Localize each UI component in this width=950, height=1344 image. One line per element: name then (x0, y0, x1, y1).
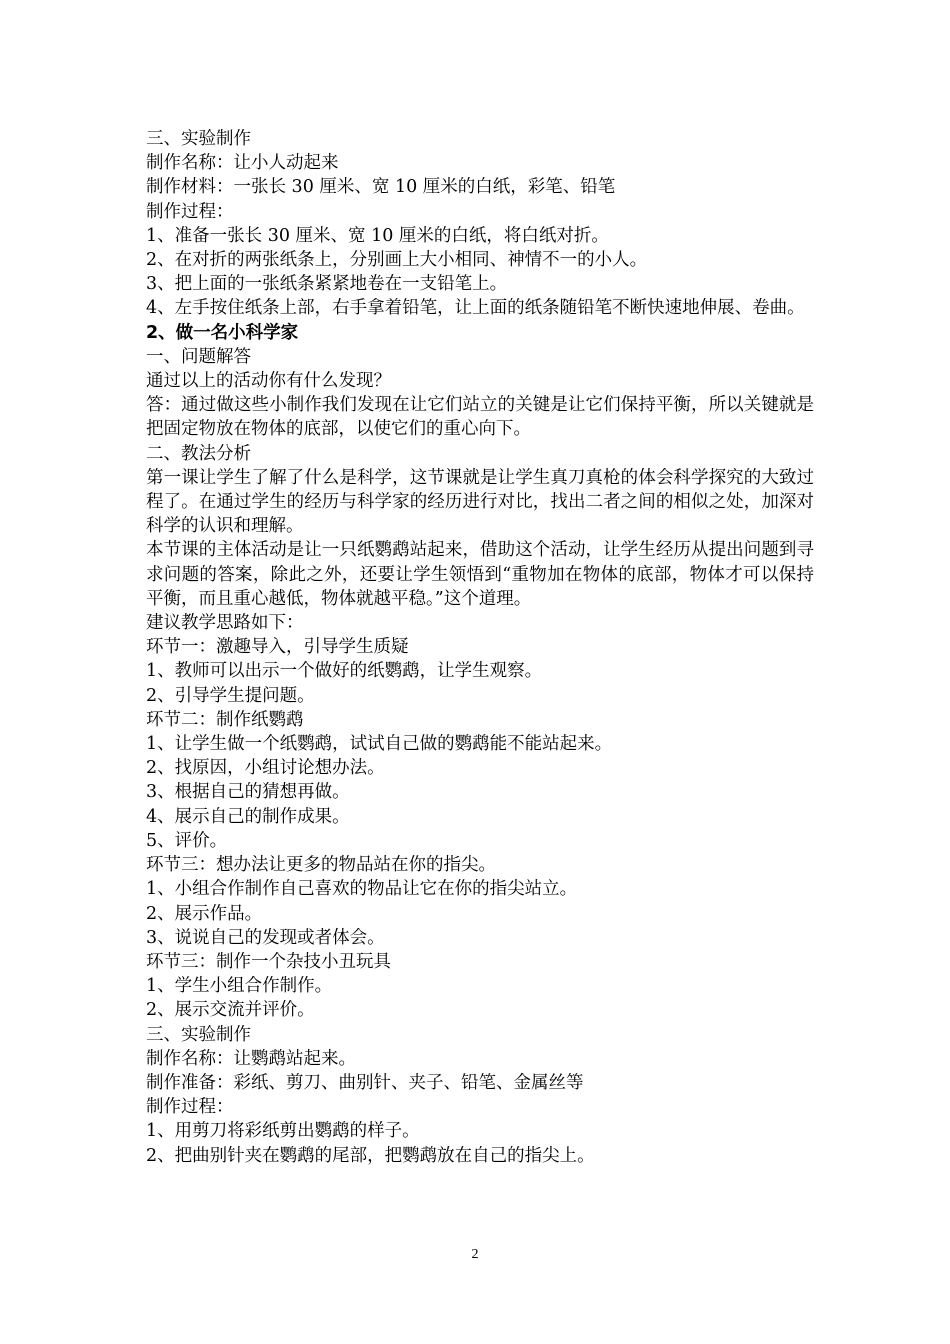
text-line: 二、教法分析 (146, 443, 251, 464)
text-line: 2、展示作品。 (146, 903, 263, 924)
text-line: 1、学生小组合作制作。 (146, 976, 333, 997)
text-line: 答：通过做这些小制作我们发现在让它们站立的关键是让它们保持平衡，所以关键就是把固定物放在物体的底部，以使它们的重心向下。 (146, 395, 814, 440)
text-line: 三、实验制作 (146, 129, 251, 149)
text-line: 第一课让学生了解了什么是科学，这节课就是让学生真刀真枪的体会科学探究的大致过程了。在通过学生的经历与科学家的经历进行对比，找出二者之间的相似之处，加深对科学的认识和理解。 (146, 467, 814, 537)
text-line: 1、让学生做一个纸鹦鹉，试试自己做的鹦鹉能不能站起来。 (146, 734, 613, 755)
text-line: 三、实验制作 (146, 1024, 251, 1045)
text-line: 本节课的主体活动是让一只纸鹦鹉站起来，借助这个活动，让学生经历从提出问题到寻求问题的答案，除此之外，还要让学生领悟到“重物加在物体的底部，物体才可以保持平衡，而且重心越低，物体就越平稳。”这个道理。 (146, 540, 814, 609)
text-line: 3、把上面的一张纸条紧紧地卷在一支铅笔上。 (146, 274, 508, 295)
text-line: 1、用剪刀将彩纸剪出鹦鹉的样子。 (146, 1121, 420, 1142)
text-line: 环节一：激趣导入，引导学生质疑 (146, 637, 409, 658)
document-body (146, 127, 814, 1168)
text-line: 环节三：制作一个杂技小丑玩具 (146, 951, 391, 972)
text-line: 制作过程： (146, 1097, 234, 1118)
text-line: 制作材料：一张长 30 厘米、宽 10 厘米的白纸，彩笔、铅笔 (146, 177, 616, 198)
text-line: 1、准备一张长 30 厘米、宽 10 厘米的白纸，将白纸对折。 (146, 225, 609, 246)
text-line: 2、在对折的两张纸条上，分别画上大小相同、神情不一的小人。 (146, 250, 648, 271)
text-line: 制作名称：让鹦鹉站起来。 (146, 1048, 356, 1069)
text-line: 5、评价。 (146, 830, 228, 851)
text-line: 制作名称：让小人动起来 (146, 153, 339, 174)
text-line: 2、把曲别针夹在鹦鹉的尾部，把鹦鹉放在自己的指尖上。 (146, 1145, 595, 1166)
text-line: 1、教师可以出示一个做好的纸鹦鹉，让学生观察。 (146, 661, 543, 682)
text-line: 3、根据自己的猜想再做。 (146, 782, 350, 803)
text-line: 3、说说自己的发现或者体会。 (146, 927, 385, 948)
text-line: 2、引导学生提问题。 (146, 685, 315, 706)
text-line: 1、小组合作制作自己喜欢的物品让它在你的指尖站立。 (146, 879, 578, 900)
text-line: 环节二：制作纸鹦鹉 (146, 709, 304, 730)
text-line: 2、找原因，小组讨论想办法。 (146, 758, 385, 779)
text-line: 4、左手按住纸条上部，右手拿着铅笔，让上面的纸条随铅笔不断快速地伸展、卷曲。 (146, 298, 805, 319)
text-line: 4、展示自己的制作成果。 (146, 806, 350, 827)
text-line: 2、展示交流并评价。 (146, 1000, 315, 1021)
section-heading: 2、做一名小科学家 (146, 322, 299, 343)
text-line: 制作过程： (146, 201, 234, 222)
text-line: 一、问题解答 (146, 346, 251, 367)
text-line: 通过以上的活动你有什么发现？ (146, 371, 391, 392)
page-number: 2 (471, 1247, 479, 1262)
text-line: 建议教学思路如下： (146, 613, 304, 634)
text-line: 环节三：想办法让更多的物品站在你的指尖。 (146, 855, 496, 876)
text-line: 制作准备：彩纸、剪刀、曲别针、夹子、铅笔、金属丝等 (146, 1072, 584, 1093)
